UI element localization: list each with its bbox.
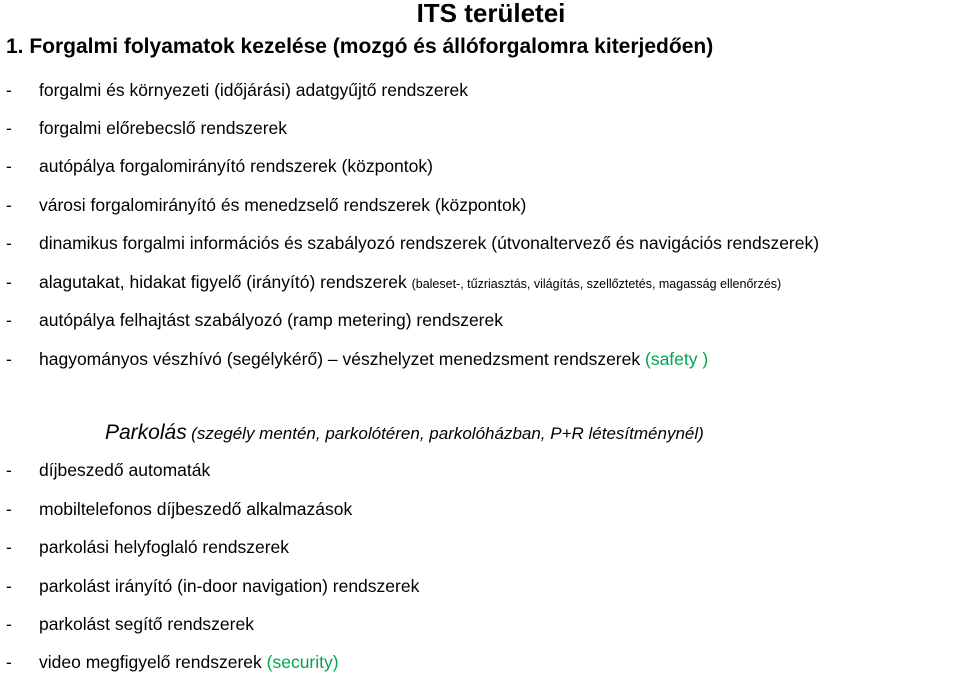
list-item-text: mobiltelefonos díjbeszedő alkalmazások	[39, 499, 353, 519]
dash-bullet: -	[6, 118, 12, 138]
list-item	[6, 348, 708, 370]
dash-bullet: -	[6, 460, 12, 480]
list-item-text: parkolási helyfoglaló rendszerek	[39, 537, 289, 557]
list-item-text: alagutakat, hidakat figyelő (irányító) rendszerek	[39, 272, 407, 292]
dash-bullet: -	[6, 195, 12, 215]
list-item-text: autópálya felhajtást szabályozó (ramp metering) rendszerek	[39, 310, 503, 330]
list-item	[6, 117, 287, 139]
list-item	[6, 232, 819, 254]
parking-heading	[105, 421, 704, 447]
security-tag: (security)	[266, 652, 339, 672]
list-item-text: video megfigyelő rendszerek	[39, 652, 262, 672]
safety-tag: (safety )	[645, 349, 709, 369]
dash-bullet: -	[6, 233, 12, 253]
dash-bullet: -	[6, 310, 12, 330]
parking-heading-detail: (szegély mentén, parkolótéren, parkolóházban, P+R létesítménynél)	[191, 424, 704, 443]
list-item-text: parkolást segítő rendszerek	[39, 614, 254, 634]
list-item	[6, 613, 254, 635]
list-item-text: városi forgalomirányító és menedzselő rendszerek (központok)	[39, 195, 527, 215]
dash-bullet: -	[6, 349, 12, 369]
list-item	[6, 651, 339, 673]
list-item	[6, 309, 503, 331]
list-item	[6, 155, 433, 177]
list-item-text: dinamikus forgalmi információs és szabályozó rendszerek (útvonaltervező és navigációs rendszerek)	[39, 233, 820, 253]
page-title: ITS területei	[416, 0, 566, 28]
list-item-text: díjbeszedő automaták	[39, 460, 211, 480]
parking-heading-title: Parkolás	[105, 421, 187, 444]
dash-bullet: -	[6, 652, 12, 672]
list-item	[6, 536, 289, 558]
section-heading-traffic: 1. Forgalmi folyamatok kezelése (mozgó és állóforgalomra kiterjedően)	[6, 35, 714, 58]
dash-bullet: -	[6, 614, 12, 634]
list-item	[6, 575, 419, 597]
list-item	[6, 459, 210, 481]
list-item	[6, 271, 781, 295]
list-item-text: parkolást irányító (in-door navigation) rendszerek	[39, 576, 420, 596]
dash-bullet: -	[6, 272, 12, 292]
dash-bullet: -	[6, 156, 12, 176]
tunnel-note: (baleset-, tűzriasztás, világítás, szellőztetés, magasság ellenőrzés)	[411, 277, 782, 291]
list-item-text: forgalmi előrebecslő rendszerek	[39, 118, 288, 138]
list-item-text: forgalmi és környezeti (időjárási) adatgyűjtő rendszerek	[39, 80, 468, 100]
list-item	[6, 79, 468, 101]
list-item	[6, 498, 352, 520]
list-item	[6, 194, 526, 216]
dash-bullet: -	[6, 80, 12, 100]
dash-bullet: -	[6, 499, 12, 519]
dash-bullet: -	[6, 537, 12, 557]
list-item-text: autópálya forgalomirányító rendszerek (központok)	[39, 156, 433, 176]
list-item-text: hagyományos vészhívó (segélykérő) – vészhelyzet menedzsment rendszerek	[39, 349, 641, 369]
dash-bullet: -	[6, 576, 12, 596]
